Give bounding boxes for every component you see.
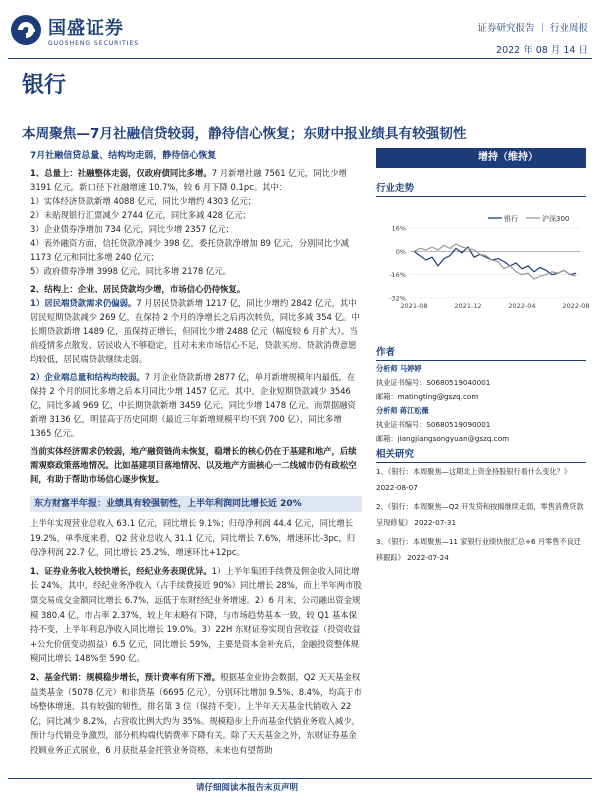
paragraph-structure xyxy=(30,282,362,366)
author-role: 分析师 xyxy=(376,406,398,415)
authors-heading: 作者 xyxy=(376,344,586,361)
rating-badge: 增持（维持） xyxy=(376,148,586,168)
y-tick-label: -32% xyxy=(389,294,406,303)
cert-label: 执业证书编号： xyxy=(376,378,427,387)
subparagraph-body: 7 月企业贷款新增 2877 亿，单月新增规模年内最低，在保持 2 个月的同比多增之后本月同比少增 1457 亿元。其中，企业短期贷款减少 3546 亿，同比多减 969 亿，中长期贷款新增 3459 亿元，同比少增 1478 亿元，而票据融资新增 3136 亿，明显高于历史同期（最近三年新增规模平均不到 700 亿），同比多增 1365 亿元。 xyxy=(30,372,356,438)
x-tick-label: 2022-08 xyxy=(562,302,590,310)
related-item[interactable] xyxy=(376,464,586,495)
paragraph-aggregate xyxy=(30,166,362,278)
main-body-part1 xyxy=(30,166,362,490)
list-item: 3）企业债券净增加 734 亿元，同比少增 2357 亿元； xyxy=(30,224,235,234)
author-role: 分析师 xyxy=(376,364,398,373)
list-item: 2）未贴现银行汇票减少 2744 亿元，同比多减 428 亿元； xyxy=(30,210,251,220)
paragraph-lead: 2、结构上：企业、居民贷款均少增，市场信心仍待恢复。 xyxy=(30,284,246,294)
related-research-list xyxy=(376,464,586,565)
related-date: 2022-07-24 xyxy=(407,552,449,562)
paragraph-body: 1）上半年集团手续费及佣金收入同比增长 24%，其中，经纪业务净收入（占手续费接近 90%）同比增长 28%，而上半年两市股票交易成交金额同比增长 6.7%，远低于东财经纪业务增速。2）6 月末，公司融出资金规模 380.4 亿，市占率 2.37%，较上年末略有下降，与市场趋势基本一致，较 Q1 基本保持不变，上半年利息净收入同比增长 19.0%。3）22H 东财证券实现自营收益（投资收益+公允价值变动损益）6.5 亿元，同比增长 59%，主要是资本金补充后，金融投资整体规模同比增长 148%至 590 亿。 xyxy=(30,565,362,664)
related-item[interactable] xyxy=(376,534,586,565)
report-title: 本周聚焦—7月社融信贷较弱，静待信心恢复；东财中报业绩具有较强韧性 xyxy=(22,126,467,142)
legend-label-csi300: 沪深300 xyxy=(542,215,570,223)
author-cert: S0680519090001 xyxy=(426,420,491,429)
author-2 xyxy=(376,404,586,418)
chart-lines xyxy=(414,244,576,279)
author-email[interactable]: jiangjiangsongyuan@gszq.com xyxy=(397,434,510,443)
paragraph-corporate xyxy=(30,370,362,440)
paragraph-earnings: 上半年实现营业总收入 63.1 亿元，同比增长 9.1%；归母净利润 44.4 亿元，同比增长 19.2%，单季度来看，Q2 营业总收入 31.1 亿元，同比增长 7.6%，增速环比-3pc，归母净利润 22.7 亿，同比增长 25.2%，增速环比+12pc。 xyxy=(30,518,356,558)
related-title[interactable]: 2、《银行：本周聚焦—Q2 开发贷和按揭继续走弱，零售消费贷款呈现修复》 xyxy=(376,502,584,527)
y-tick-label: -16% xyxy=(389,271,406,280)
main-body-part2 xyxy=(30,516,362,762)
subparagraph-lead: 2）企业端总量和结构均较弱。 xyxy=(30,372,145,382)
cert-label: 执业证书编号： xyxy=(376,420,427,429)
company-logo xyxy=(10,8,165,52)
report-type: 证券研究报告 ｜ 行业周报 xyxy=(477,23,588,34)
list-item: 1）实体经济贷款新增 4088 亿元，同比少增约 4303 亿元； xyxy=(30,196,257,206)
footer-divider xyxy=(8,778,592,779)
related-date: 2022-07-31 xyxy=(414,517,457,527)
paragraph-body: 根据基金业协会数据，Q2 天天基金权益类基金（5078 亿元）和非货基（6695 亿元），分别环比增加 9.5%、8.4%，均高于市场整体增速，具有较强的韧性，排名第 3 位（保持不变）。上半年天天基金代销收入 22 亿，同比减少 8.2%，占营收比例大约为 35%。规模稳步上升而基金代销业务收入减少，预计与代销竞争激烈，部分机构端代销费率下降有关。除了天天基金之外，东财证券基金投顾业务正式展业，6 月获批基金托管业务资格，未来也有望帮助 xyxy=(30,671,362,755)
x-tick-label: 2022-04 xyxy=(508,302,536,310)
related-title[interactable]: 1、《银行：本周聚焦—这期北上资金持股银行看什么变化？》 xyxy=(376,467,572,476)
section-heading-credit: 7月社融信贷总量、结构均走弱，静待信心恢复 xyxy=(30,151,217,161)
related-date: 2022-08-07 xyxy=(376,482,418,492)
author-name: 马婷婷 xyxy=(399,364,422,373)
author-name: 蒋江松薇 xyxy=(399,406,429,415)
header-divider xyxy=(8,58,592,59)
report-date: 2022 年 08 月 14 日 xyxy=(496,45,588,56)
chart-labels xyxy=(389,225,589,311)
legend-label-bank: 银行 xyxy=(504,215,518,223)
footer-disclaimer: 请仔细阅读本报告末页声明 xyxy=(196,783,299,793)
logo-english-name: GUOSHENG SECURITIES xyxy=(48,39,140,47)
trend-heading: 行业走势 xyxy=(376,180,586,197)
paragraph-lead: 1、证券业务收入较快增长，经纪业务表现优异。 xyxy=(30,565,212,576)
subparagraph-body: 7 月居民贷款新增 1217 亿，同比少增约 2842 亿元，其中居民短期贷款减少 269 亿，在保持 2 个月的净增长之后再次转负，同比多减 354 亿。中长期贷款新增 1489 亿，虽保持正增长，但同比少增 2488 亿元（幅度较 6 月扩大）。当前疫情多点散发、居民收入不够稳定，且对未来市场信心不足，贷款买房、贷款消费意愿均较低，居民端贷款继续走弱。 xyxy=(30,298,360,364)
related-item[interactable] xyxy=(376,499,586,530)
y-tick-label: 0% xyxy=(395,247,406,256)
paragraph-brokerage xyxy=(30,564,362,666)
paragraph-body: 7 月新增社融 7561 亿元，同比少增 3191 亿元。新口径下社融增速 10.7%，较 6 月下降 0.1pc。其中： xyxy=(30,168,347,192)
subparagraph-lead: 1）居民端贷款需求仍偏弱。 xyxy=(30,298,137,308)
related-title[interactable]: 3、《银行：本周聚焦—11 家银行业绩快报汇总+6 月零售不良迁移跟踪》 xyxy=(376,537,581,562)
x-tick-label: 2021-08 xyxy=(400,302,428,310)
email-label: 邮箱： xyxy=(376,434,398,443)
author-cert: S0680519040001 xyxy=(426,378,491,387)
industry-trend-chart xyxy=(376,206,590,318)
list-item: 5）政府债券净增 3998 亿元，同比多增 2178 亿元。 xyxy=(30,266,231,276)
author-1 xyxy=(376,362,586,376)
authors-list xyxy=(376,362,586,446)
paragraph-lead: 1、总量上：社融整体走弱，仅政府债同比多增。 xyxy=(30,168,212,178)
x-tick-label: 2021-12 xyxy=(454,302,482,310)
guosheng-logo-icon xyxy=(10,14,42,46)
industry-name: 银行 xyxy=(22,73,67,98)
header-meta xyxy=(477,20,588,56)
paragraph-lead: 2、基金代销：规模稳步增长，预计费率有所下滑。 xyxy=(30,671,221,682)
logo-chinese-name: 国盛证券 xyxy=(48,17,124,39)
author-email[interactable]: matingting@gszq.com xyxy=(397,392,479,401)
related-research-heading: 相关研究 xyxy=(376,446,586,463)
y-tick-label: 16% xyxy=(391,224,406,233)
email-label: 邮箱： xyxy=(376,392,398,401)
list-item: 4）表外融资方面，信托贷款净减少 398 亿，委托贷款净增加 89 亿元，分别同比少减 1173 亿元和同比多增 240 亿元； xyxy=(30,238,349,262)
chart-legend xyxy=(488,214,569,223)
paragraph-fund-sales xyxy=(30,670,362,758)
section-heading-eastmoney: 东方财富半年报：业绩具有较强韧性，上半年利润同比增长近 20% xyxy=(30,496,362,512)
paragraph-conclusion: 当前实体经济需求仍较弱，地产融资链尚未恢复，稳增长的核心仍在于基建和地产，后续需观察政策落地情况。比如基建项目落地情况、以及地产方面核心一二线城市仍有政松空间，有助于帮助市场信心逐步恢复。 xyxy=(30,446,357,484)
